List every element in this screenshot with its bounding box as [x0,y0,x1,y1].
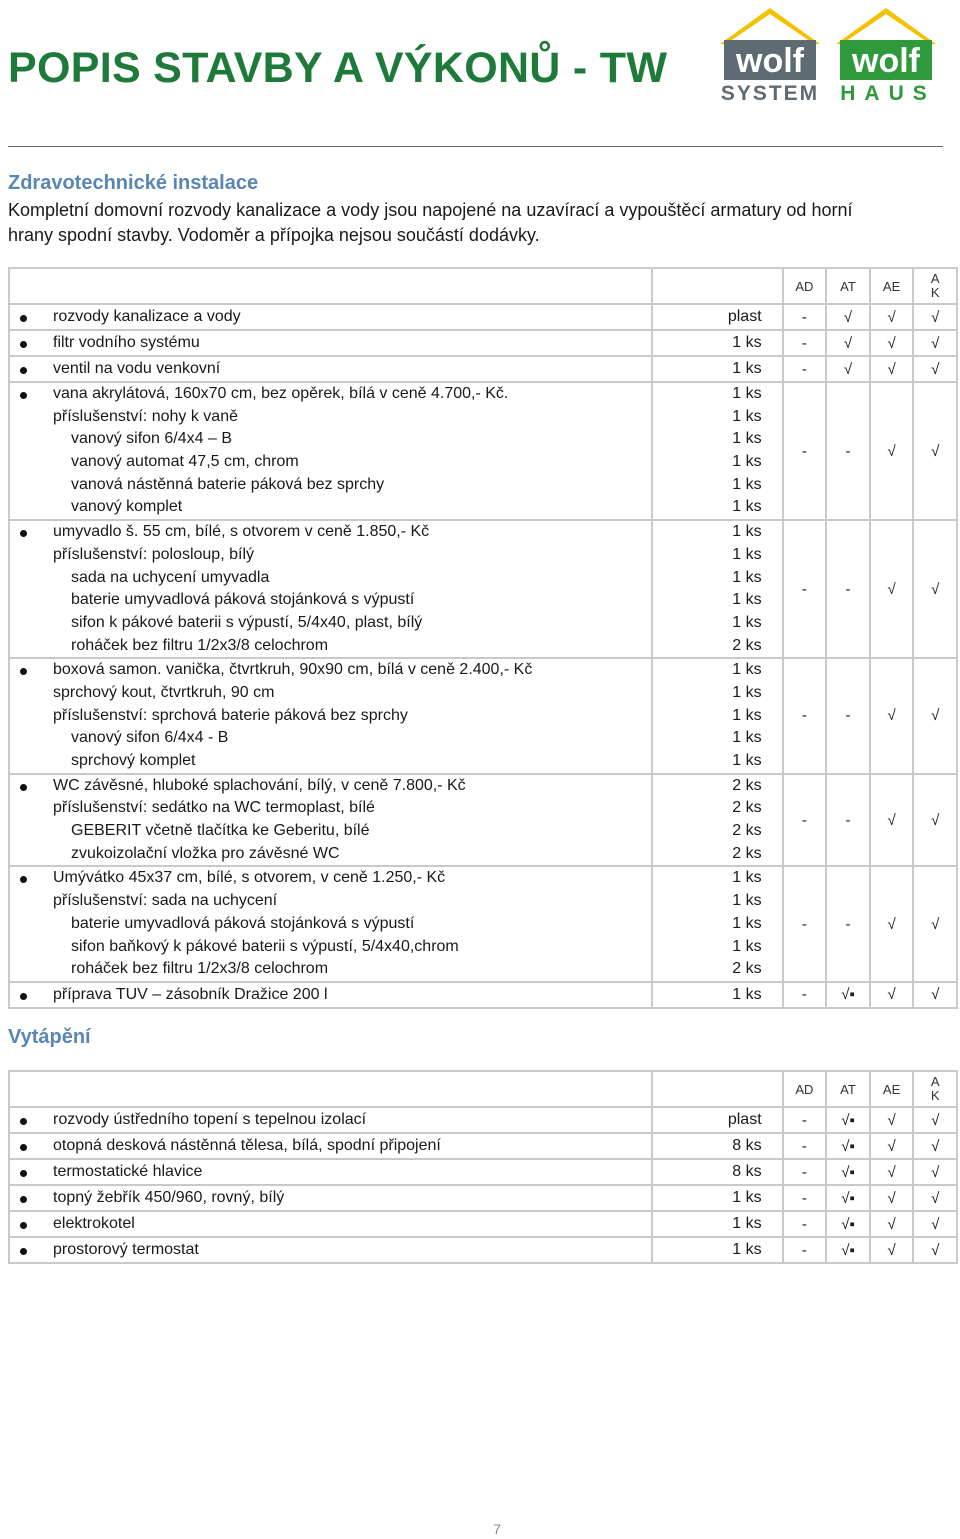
availability-mark: √ [870,1133,914,1159]
item-quantity [652,1107,783,1133]
quantity-value: 1 ks [732,937,762,955]
quantity-value: 1 ks [732,706,762,724]
quantity-value: plast [727,1111,762,1128]
column-header-ak [913,268,957,304]
table-row [9,658,957,773]
column-header-k: K [930,285,940,300]
list-item-text: prostorový termostat [10,1239,651,1261]
column-header-1: AT [826,1071,870,1107]
list-subitem-text: sprchový kout, čtvrtkruh, 90 cm [53,683,275,701]
quantity-value: 1 ks [732,729,762,747]
list-item-text: rozvody ústředního topení s tepelnou izolací [10,1109,651,1131]
item-quantity [652,330,783,356]
item-description [9,1237,652,1263]
availability-mark: √ [913,382,957,520]
column-header-0: AD [783,1071,827,1107]
page-title: POPIS STAVBY A VÝKONŮ - TW [8,44,668,92]
quantity-value: 1 ks [732,568,762,586]
list-item-text: termostatické hlavice [10,1161,651,1183]
item-quantity [652,304,783,330]
list-subitem-text: sifon baňkový k pákové baterii s výpustí, 5/4x40,chrom [71,937,459,955]
table-row [9,866,957,981]
availability-mark: √ [826,330,870,356]
table-row [9,1133,957,1159]
section-title-heating: Vytápění [8,1026,91,1048]
quantity-value: 1 ks [732,892,762,910]
list-item-text: vana akrylátová, 160x70 cm, bez opěrek, bílá v ceně 4.700,- Kč. [10,383,651,406]
quantity-value: 1 ks [732,430,762,448]
quantity-value: 1 ks [732,1189,762,1206]
list-subitem-text: baterie umyvadlová páková stojánková s výpustí [71,591,415,609]
availability-mark: - [783,304,827,330]
list-subitem-text: příslušenství: sprchová baterie páková bez sprchy [53,706,408,724]
item-quantity [652,1237,783,1263]
availability-mark: √ [870,304,914,330]
list-subitem-text: vanová nástěnná baterie páková bez sprchy [71,475,385,493]
sanitary-table [8,267,958,1009]
table-header-row [9,1071,957,1107]
table-row [9,382,957,520]
item-quantity [652,356,783,382]
availability-mark: √ [870,356,914,382]
availability-mark: √ [913,774,957,867]
header-empty [9,268,652,304]
availability-mark: - [826,866,870,981]
item-description [9,1159,652,1185]
svg-text:wolf: wolf [852,42,920,80]
availability-mark: √ [870,1159,914,1185]
quantity-value: 1 ks [732,407,762,425]
list-subitem-text: vanový sifon 6/4x4 - B [71,729,229,747]
item-quantity [652,1159,783,1185]
availability-mark: - [783,382,827,520]
table-row [9,982,957,1008]
availability-mark: - [783,658,827,773]
availability-mark: - [783,1133,827,1159]
item-description [9,330,652,356]
availability-mark: √▪ [826,1211,870,1237]
availability-mark: √ [870,658,914,773]
quantity-value: 1 ks [732,661,762,679]
quantity-value: 1 ks [732,683,762,701]
intro-line: hrany spodní stavby. Vodoměr a přípojka nejsou součástí dodávky. [8,225,540,245]
table-row [9,1185,957,1211]
wolf-system-logo [720,8,820,102]
item-quantity [652,774,783,867]
availability-mark: √ [870,330,914,356]
column-header-k: K [930,1088,940,1103]
availability-mark: √ [913,356,957,382]
availability-mark: √ [913,1159,957,1185]
quantity-value: 1 ks [732,985,762,1003]
availability-mark: √ [870,1237,914,1263]
quantity-value: 1 ks [732,360,762,377]
item-description [9,356,652,382]
column-header-0: AD [783,268,827,304]
list-subitem-text: příslušenství: sada na uchycení [53,892,278,910]
availability-mark: - [783,1237,827,1263]
quantity-value: 1 ks [732,475,762,493]
item-description [9,1185,652,1211]
list-item-text: WC závěsné, hluboké splachování, bílý, v ceně 7.800,- Kč [10,775,651,798]
quantity-value: 1 ks [732,385,762,402]
availability-mark: - [783,982,827,1008]
list-item-text: boxová samon. vanička, čtvrtkruh, 90x90 cm, bílá v ceně 2.400,- Kč [10,659,651,682]
availability-mark: √ [913,304,957,330]
list-subitem-text: vanový komplet [71,498,183,516]
quantity-value: 1 ks [732,591,762,609]
availability-mark: √▪ [826,1237,870,1263]
table-row [9,304,957,330]
item-description [9,982,652,1008]
column-header-ak [913,1071,957,1107]
list-subitem-text: baterie umyvadlová páková stojánková s výpustí [71,914,415,932]
svg-text:wolf: wolf [736,42,804,80]
availability-mark: √ [913,866,957,981]
quantity-value: 2 ks [732,822,762,840]
availability-mark: √ [826,304,870,330]
header-divider [8,146,943,147]
availability-mark: - [783,330,827,356]
quantity-value: plast [727,308,762,325]
availability-mark: √▪ [826,1133,870,1159]
availability-mark: √ [913,982,957,1008]
intro-line: Kompletní domovní rozvody kanalizace a vody jsou napojené na uzavírací a vypouštěcí armatury od horní [8,200,853,220]
quantity-value: 1 ks [732,334,762,351]
quantity-value: 1 ks [732,1215,762,1232]
availability-mark: √ [913,1237,957,1263]
item-quantity [652,982,783,1008]
availability-mark: - [783,520,827,658]
table-row [9,774,957,867]
quantity-value: 1 ks [732,914,762,932]
list-item-text: umyvadlo š. 55 cm, bílé, s otvorem v ceně 1.850,- Kč [10,521,651,544]
availability-mark: - [783,1211,827,1237]
item-quantity [652,658,783,773]
list-item-text: elektrokotel [10,1213,651,1235]
item-description [9,382,652,520]
availability-mark: √ [870,774,914,867]
list-item-text: topný žebřík 450/960, rovný, bílý [10,1187,651,1209]
availability-mark: - [826,520,870,658]
item-description [9,304,652,330]
quantity-value: 2 ks [732,960,762,978]
item-description [9,1133,652,1159]
availability-mark: √ [870,1185,914,1211]
availability-mark: √ [913,658,957,773]
availability-mark: - [783,866,827,981]
list-subitem-text: vanový sifon 6/4x4 – B [71,430,232,448]
table-row [9,1107,957,1133]
list-subitem-text: sifon k pákové baterii s výpustí, 5/4x40, plast, bílý [71,613,423,631]
quantity-value: 1 ks [732,523,762,541]
availability-mark: √ [913,1211,957,1237]
item-quantity [652,1185,783,1211]
item-description [9,520,652,658]
item-quantity [652,866,783,981]
availability-mark: √▪ [826,1185,870,1211]
header-empty [9,1071,652,1107]
availability-mark: √ [870,1211,914,1237]
availability-mark: √▪ [826,982,870,1008]
header-empty [652,1071,783,1107]
sanitary-intro [8,198,938,248]
svg-text:HAUS: HAUS [840,82,936,102]
item-description [9,1107,652,1133]
quantity-value: 1 ks [732,1241,762,1258]
item-description [9,866,652,981]
availability-mark: - [783,774,827,867]
quantity-value: 1 ks [732,752,762,769]
list-item-text: filtr vodního systému [10,332,651,354]
availability-mark: √ [870,382,914,520]
quantity-value: 1 ks [732,453,762,471]
list-item-text: rozvody kanalizace a vody [10,306,651,328]
availability-mark: √ [870,866,914,981]
list-subitem-text: příslušenství: nohy k vaně [53,407,238,425]
item-description [9,774,652,867]
list-subitem-text: sada na uchycení umyvadla [71,568,270,586]
heating-table [8,1070,958,1264]
availability-mark: √ [913,330,957,356]
item-quantity [652,382,783,520]
table-row [9,1159,957,1185]
availability-mark: √▪ [826,1107,870,1133]
availability-mark: - [783,1185,827,1211]
table-header-row [9,268,957,304]
quantity-value: 2 ks [732,776,762,794]
availability-mark: - [783,1107,827,1133]
list-item-text: Umývátko 45x37 cm, bílé, s otvorem, v ceně 1.250,- Kč [10,867,651,890]
column-header-a: A [930,1074,940,1089]
column-header-a: A [930,271,940,286]
availability-mark: √▪ [826,1159,870,1185]
quantity-value: 1 ks [732,545,762,563]
item-quantity [652,1133,783,1159]
quantity-value: 1 ks [732,613,762,631]
table-row [9,330,957,356]
quantity-value: 1 ks [732,869,762,887]
availability-mark: √ [870,1107,914,1133]
item-description [9,1211,652,1237]
table-row [9,1237,957,1263]
list-subitem-text: příslušenství: polosloup, bílý [53,545,254,563]
availability-mark: √ [826,356,870,382]
table-row [9,520,957,658]
availability-mark: - [783,1159,827,1185]
list-item-text: příprava TUV – zásobník Dražice 200 l [10,984,651,1006]
quantity-value: 8 ks [732,1163,762,1180]
availability-mark: - [826,382,870,520]
list-subitem-text: zvukoizolační vložka pro závěsné WC [71,844,340,862]
wolf-haus-logo [836,8,936,102]
list-subitem-text: příslušenství: sedátko na WC termoplast, bílé [53,799,375,817]
column-header-1: AT [826,268,870,304]
list-subitem-text: GEBERIT včetně tlačítka ke Geberitu, bílé [71,822,370,840]
list-subitem-text: vanový automat 47,5 cm, chrom [71,453,299,471]
item-quantity [652,1211,783,1237]
column-header-2: AE [870,1071,914,1107]
availability-mark: √ [913,1185,957,1211]
availability-mark: - [826,774,870,867]
quantity-value: 2 ks [732,799,762,817]
availability-mark: √ [913,1133,957,1159]
availability-mark: - [826,658,870,773]
availability-mark: √ [870,982,914,1008]
list-item-text: ventil na vodu venkovní [10,358,651,380]
column-header-2: AE [870,268,914,304]
availability-mark: - [783,356,827,382]
list-subitem-text: sprchový komplet [71,752,196,769]
quantity-value: 2 ks [732,636,762,654]
table-row [9,356,957,382]
quantity-value: 2 ks [732,844,762,862]
list-subitem-text: roháček bez filtru 1/2x3/8 celochrom [71,960,329,978]
section-title-sanitary: Zdravotechnické instalace [8,172,259,194]
availability-mark: √ [913,1107,957,1133]
table-row [9,1211,957,1237]
availability-mark: √ [870,520,914,658]
availability-mark: √ [913,520,957,658]
quantity-value: 8 ks [732,1137,762,1154]
header-empty [652,268,783,304]
item-description [9,658,652,773]
list-item-text: otopná desková nástěnná tělesa, bílá, spodní připojení [10,1135,651,1157]
list-subitem-text: roháček bez filtru 1/2x3/8 celochrom [71,636,329,654]
item-quantity [652,520,783,658]
wolf-logos [718,6,944,102]
svg-text:SYSTEM: SYSTEM [720,82,820,102]
quantity-value: 1 ks [732,498,762,516]
page-number: 7 [493,1521,501,1537]
